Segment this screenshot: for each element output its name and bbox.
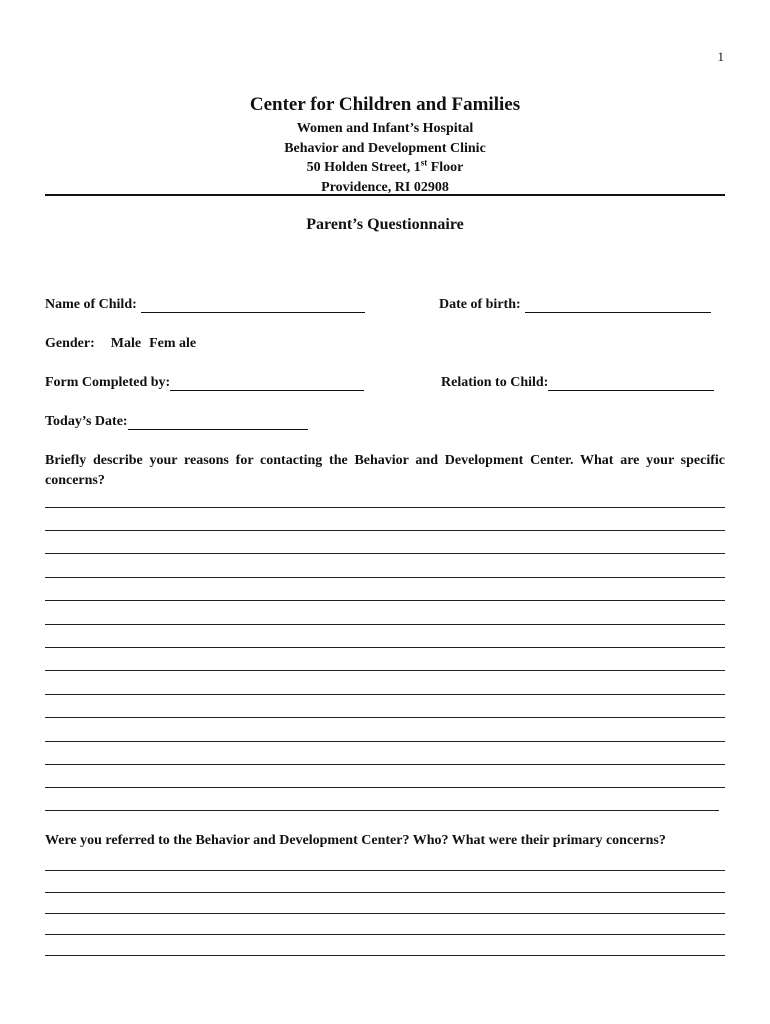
answer-line[interactable]: [45, 764, 725, 765]
answer-line[interactable]: [45, 694, 725, 695]
referral-question: Were you referred to the Behavior and Development Center? Who? What were their primary concerns?: [45, 833, 666, 848]
clinic-name: Behavior and Development Clinic: [284, 140, 486, 156]
ordinal-suffix: st: [420, 157, 428, 168]
todays-date-row: [45, 414, 308, 430]
answer-line[interactable]: [45, 913, 725, 914]
page-number: 1: [717, 49, 724, 64]
letterhead: [0, 93, 770, 197]
date-of-birth-label: Date of birth:: [439, 297, 521, 312]
answer-line[interactable]: [45, 647, 725, 648]
answer-line[interactable]: [45, 934, 725, 935]
date-of-birth-row: [439, 297, 711, 313]
street-address: [0, 158, 770, 178]
hospital-name: Women and Infant’s Hospital: [296, 121, 474, 136]
reasons-question: Briefly describe your reasons for contacting the Behavior and Development Center. What are your specific concerns?: [45, 453, 725, 488]
answer-line[interactable]: [45, 624, 725, 625]
answer-line[interactable]: [45, 810, 719, 811]
todays-date-field[interactable]: [128, 415, 308, 430]
gender-row: [45, 336, 196, 352]
answer-line[interactable]: [45, 955, 725, 956]
gender-male-option[interactable]: Male: [110, 336, 142, 351]
answer-line[interactable]: [45, 577, 725, 578]
form-title: Parent’s Questionnaire: [306, 216, 464, 233]
name-of-child-field[interactable]: [141, 298, 365, 313]
city-state-zip: Providence, RI 02908: [321, 179, 449, 195]
form-completed-by-field[interactable]: [170, 376, 364, 391]
relation-to-child-field[interactable]: [548, 376, 714, 391]
gender-label: Gender:: [45, 336, 95, 351]
relation-to-child-row: [441, 375, 714, 391]
gender-female-option[interactable]: Fem ale: [149, 336, 197, 351]
answer-line[interactable]: [45, 530, 725, 531]
header-divider: [45, 194, 725, 196]
answer-line[interactable]: [45, 600, 725, 601]
name-of-child-label: Name of Child:: [45, 297, 137, 312]
todays-date-label: Today’s Date:: [45, 414, 128, 429]
answer-line[interactable]: [45, 670, 725, 671]
organization-title: Center for Children and Families: [249, 94, 521, 115]
relation-to-child-label: Relation to Child:: [441, 375, 549, 390]
form-completed-by-row: [45, 375, 364, 391]
floor-text: Floor: [427, 160, 464, 175]
name-of-child-row: [45, 297, 365, 313]
form-completed-by-label: Form Completed by:: [45, 375, 171, 390]
answer-line[interactable]: [45, 870, 725, 871]
answer-line[interactable]: [45, 741, 725, 742]
street-address-text: 50 Holden Street, 1: [306, 160, 421, 175]
date-of-birth-field[interactable]: [525, 298, 711, 313]
answer-line[interactable]: [45, 787, 725, 788]
answer-line[interactable]: [45, 553, 725, 554]
answer-line[interactable]: [45, 717, 725, 718]
answer-line[interactable]: [45, 507, 725, 508]
answer-line[interactable]: [45, 892, 725, 893]
